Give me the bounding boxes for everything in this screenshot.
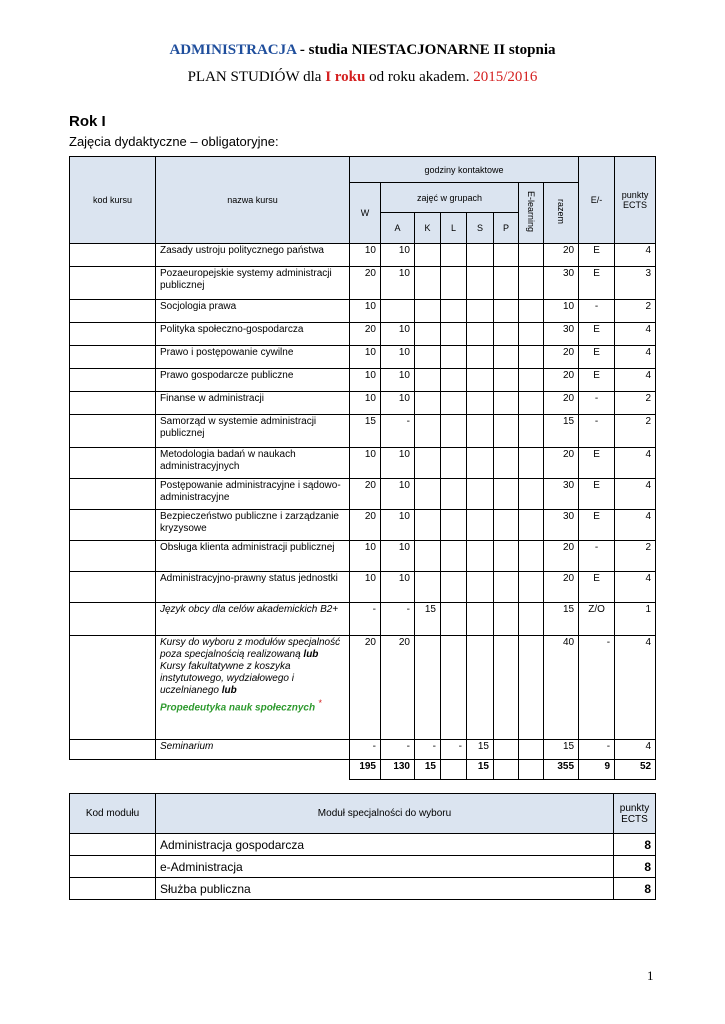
cell-k [415, 448, 441, 479]
cell-ects: 2 [615, 541, 656, 572]
table-row [70, 244, 656, 267]
cell-module-ects: 8 [614, 834, 656, 856]
cell-kod-modulu [70, 878, 156, 900]
cell-w: 20 [350, 267, 381, 300]
cell-a: 10 [381, 267, 415, 300]
cell-razem: 20 [544, 541, 579, 572]
cell-e: - [579, 415, 615, 448]
cell-w: 10 [350, 244, 381, 267]
cell-kod [70, 572, 156, 603]
cell-module-name: Służba publiczna [156, 878, 614, 900]
cell-w: 10 [350, 448, 381, 479]
cell-s: 15 [467, 740, 494, 760]
cell-s [467, 603, 494, 636]
cell-module-name: Administracja gospodarcza [156, 834, 614, 856]
cell-w: 10 [350, 369, 381, 392]
cell-ects: 2 [615, 415, 656, 448]
header-a: A [381, 213, 415, 244]
cell-name: Administracyjno-prawny status jednostki [156, 572, 350, 603]
cell-p [494, 369, 519, 392]
cell-l [441, 572, 467, 603]
cell-module-name: e-Administracja [156, 856, 614, 878]
cell-e: Z/O [579, 603, 615, 636]
elective-propedeutyka: Propedeutyka nauk społecznych [160, 702, 316, 714]
total-p [494, 760, 519, 780]
cell-s [467, 300, 494, 323]
section-heading: Rok I [69, 113, 106, 130]
cell-el [519, 392, 544, 415]
header-k: K [415, 213, 441, 244]
cell-e: E [579, 572, 615, 603]
cell-razem: 20 [544, 369, 579, 392]
cell-ects: 4 [615, 448, 656, 479]
cell-w: - [350, 740, 381, 760]
table-row [70, 346, 656, 369]
cell-k [415, 369, 441, 392]
cell-w: 15 [350, 415, 381, 448]
total-l [441, 760, 467, 780]
total-w: 195 [350, 760, 381, 780]
cell-a [381, 300, 415, 323]
cell-k: - [415, 740, 441, 760]
cell-l [441, 636, 467, 740]
cell-name: Metodologia badań w naukach administracyjnych [156, 448, 350, 479]
cell-razem: 30 [544, 323, 579, 346]
cell-el [519, 244, 544, 267]
cell-kod [70, 541, 156, 572]
cell-p [494, 244, 519, 267]
cell-el [519, 369, 544, 392]
table-row [70, 448, 656, 479]
cell-s [467, 479, 494, 510]
cell-k [415, 415, 441, 448]
cell-ects: 4 [615, 323, 656, 346]
cell-name: Pozaeuropejskie systemy administracji publicznej [156, 267, 350, 300]
plan-prefix: PLAN STUDIÓW dla [187, 69, 326, 85]
cell-name: Finanse w administracji [156, 392, 350, 415]
cell-w: 10 [350, 300, 381, 323]
cell-el [519, 267, 544, 300]
cell-k [415, 392, 441, 415]
cell-l [441, 392, 467, 415]
cell-name: Postępowanie administracyjne i sądowo-administracyjne [156, 479, 350, 510]
cell-a: - [381, 603, 415, 636]
cell-kod [70, 603, 156, 636]
cell-ects: 4 [615, 740, 656, 760]
table-row-elective [70, 636, 656, 740]
elective-line2: Kursy fakultatywne z koszyka instytutowego, wydziałowego i uczelnianego [160, 661, 294, 696]
cell-w: 20 [350, 479, 381, 510]
header-wyklad: W [350, 183, 381, 244]
cell-e: - [579, 392, 615, 415]
cell-k [415, 267, 441, 300]
table-row [70, 541, 656, 572]
cell-el [519, 541, 544, 572]
cell-name: Polityka społeczno-gospodarcza [156, 323, 350, 346]
cell-s [467, 346, 494, 369]
cell-k [415, 244, 441, 267]
table-row [70, 392, 656, 415]
cell-a: 10 [381, 323, 415, 346]
cell-l [441, 323, 467, 346]
table-row [70, 510, 656, 541]
total-el [519, 760, 544, 780]
cell-e: - [579, 740, 615, 760]
header-module-ects: punkty ECTS [614, 794, 656, 834]
header-kod-modulu: Kod modułu [70, 794, 156, 834]
cell-s [467, 541, 494, 572]
document-title [0, 42, 725, 59]
cell-w: 20 [350, 510, 381, 541]
cell-name: Bezpieczeństwo publiczne i zarządzanie kryzysowe [156, 510, 350, 541]
cell-razem: 30 [544, 267, 579, 300]
header-kod-kursu: kod kursu [70, 157, 156, 244]
cell-kod [70, 244, 156, 267]
cell-l [441, 244, 467, 267]
cell-razem: 20 [544, 346, 579, 369]
total-a: 130 [381, 760, 415, 780]
cell-p [494, 572, 519, 603]
cell-s [467, 267, 494, 300]
cell-e: E [579, 448, 615, 479]
cell-kod [70, 415, 156, 448]
cell-p [494, 346, 519, 369]
cell-ects: 4 [615, 369, 656, 392]
cell-name: Zasady ustroju politycznego państwa [156, 244, 350, 267]
cell-k: 15 [415, 603, 441, 636]
table-row [70, 369, 656, 392]
cell-l [441, 448, 467, 479]
header-elearning [519, 183, 544, 244]
cell-s [467, 636, 494, 740]
cell-k [415, 636, 441, 740]
cell-name: Prawo i postępowanie cywilne [156, 346, 350, 369]
cell-el [519, 415, 544, 448]
cell-e: - [579, 300, 615, 323]
cell-a: 10 [381, 244, 415, 267]
cell-p [494, 415, 519, 448]
cell-razem: 20 [544, 448, 579, 479]
total-s: 15 [467, 760, 494, 780]
cell-kod [70, 510, 156, 541]
cell-p [494, 603, 519, 636]
cell-kod [70, 740, 156, 760]
section-subheading: Zajęcia dydaktyczne – obligatoryjne: [69, 134, 279, 149]
cell-ects: 2 [615, 392, 656, 415]
cell-s [467, 369, 494, 392]
cell-name: Socjologia prawa [156, 300, 350, 323]
cell-ects: 3 [615, 267, 656, 300]
cell-a: 10 [381, 510, 415, 541]
elective-lub1: lub [303, 649, 319, 660]
cell-s [467, 572, 494, 603]
cell-l [441, 479, 467, 510]
razem-label: razem [556, 199, 567, 225]
module-row [70, 878, 656, 900]
cell-kod-modulu [70, 856, 156, 878]
header-zajec-w-grupach: zajęć w grupach [381, 183, 519, 213]
cell-el [519, 603, 544, 636]
cell-l [441, 346, 467, 369]
course-table [69, 156, 656, 780]
cell-kod [70, 636, 156, 740]
cell-kod [70, 300, 156, 323]
cell-el [519, 300, 544, 323]
cell-e: E [579, 369, 615, 392]
module-row [70, 834, 656, 856]
cell-k [415, 300, 441, 323]
cell-a: 10 [381, 572, 415, 603]
cell-razem: 40 [544, 636, 579, 740]
cell-a: 10 [381, 369, 415, 392]
header-punkty-ects: punkty ECTS [615, 157, 656, 244]
cell-ects: 4 [615, 510, 656, 541]
table-row [70, 572, 656, 603]
total-k: 15 [415, 760, 441, 780]
cell-razem: 15 [544, 603, 579, 636]
cell-k [415, 510, 441, 541]
table-row [70, 267, 656, 300]
cell-a: - [381, 415, 415, 448]
header-nazwa-kursu: nazwa kursu [156, 157, 350, 244]
header-razem [544, 183, 579, 244]
cell-name: Język obcy dla celów akademickich B2+ [156, 603, 350, 636]
elearning-label: E-learning [526, 191, 536, 233]
plan-academic-year: 2015/2016 [473, 69, 538, 85]
cell-e: E [579, 479, 615, 510]
cell-l [441, 267, 467, 300]
cell-p [494, 636, 519, 740]
cell-l [441, 510, 467, 541]
cell-a: 10 [381, 479, 415, 510]
cell-ects: 2 [615, 300, 656, 323]
module-row [70, 856, 656, 878]
table-row-totals [70, 760, 656, 780]
table-row [70, 300, 656, 323]
cell-e: E [579, 323, 615, 346]
cell-s [467, 448, 494, 479]
cell-razem: 20 [544, 392, 579, 415]
total-e: 9 [579, 760, 615, 780]
cell-a: 20 [381, 636, 415, 740]
cell-name: Seminarium [156, 740, 350, 760]
cell-s [467, 244, 494, 267]
cell-ects: 4 [615, 479, 656, 510]
cell-l [441, 369, 467, 392]
title-program: ADMINISTRACJA [169, 42, 297, 58]
plan-middle: od roku akadem. [365, 69, 474, 85]
cell-w: 20 [350, 636, 381, 740]
cell-a: 10 [381, 448, 415, 479]
cell-s [467, 415, 494, 448]
cell-k [415, 541, 441, 572]
cell-k [415, 572, 441, 603]
cell-name: Samorząd w systemie administracji publicznej [156, 415, 350, 448]
cell-kod-modulu [70, 834, 156, 856]
cell-k [415, 479, 441, 510]
cell-a: 10 [381, 346, 415, 369]
cell-kod [70, 369, 156, 392]
cell-el [519, 572, 544, 603]
cell-module-ects: 8 [614, 878, 656, 900]
cell-razem: 15 [544, 415, 579, 448]
cell-el [519, 740, 544, 760]
cell-e: E [579, 267, 615, 300]
cell-e: - [579, 541, 615, 572]
cell-w: 10 [350, 572, 381, 603]
cell-a: - [381, 740, 415, 760]
cell-kod [70, 267, 156, 300]
cell-razem: 10 [544, 300, 579, 323]
cell-l [441, 415, 467, 448]
cell-w: - [350, 603, 381, 636]
cell-el [519, 323, 544, 346]
cell-k [415, 323, 441, 346]
cell-ects: 4 [615, 244, 656, 267]
table-row-seminar [70, 740, 656, 760]
cell-w: 10 [350, 541, 381, 572]
cell-l: - [441, 740, 467, 760]
cell-kod [70, 448, 156, 479]
cell-e: E [579, 510, 615, 541]
cell-e: E [579, 244, 615, 267]
cell-p [494, 479, 519, 510]
cell-razem: 30 [544, 479, 579, 510]
elective-lub2: lub [221, 685, 237, 696]
cell-razem: 30 [544, 510, 579, 541]
cell-name: Prawo gospodarcze publiczne [156, 369, 350, 392]
page-number: 1 [647, 968, 654, 983]
header-s: S [467, 213, 494, 244]
cell-p [494, 740, 519, 760]
cell-name: Obsługa klienta administracji publicznej [156, 541, 350, 572]
header-modul-specjalnosci: Moduł specjalności do wyboru [156, 794, 614, 834]
cell-w: 10 [350, 346, 381, 369]
cell-s [467, 323, 494, 346]
footnote-star: * [318, 698, 322, 708]
total-ects: 52 [615, 760, 656, 780]
cell-a: 10 [381, 541, 415, 572]
plan-subtitle [0, 69, 725, 86]
cell-s [467, 392, 494, 415]
cell-el [519, 479, 544, 510]
cell-p [494, 267, 519, 300]
cell-p [494, 510, 519, 541]
cell-l [441, 300, 467, 323]
table-row [70, 323, 656, 346]
header-egzamin: E/- [579, 157, 615, 244]
cell-razem: 20 [544, 244, 579, 267]
cell-el [519, 636, 544, 740]
cell-ects: 4 [615, 346, 656, 369]
module-table [69, 793, 656, 900]
cell-ects: 1 [615, 603, 656, 636]
cell-l [441, 603, 467, 636]
cell-ects: 4 [615, 636, 656, 740]
cell-kod [70, 479, 156, 510]
cell-l [441, 541, 467, 572]
cell-razem: 15 [544, 740, 579, 760]
cell-kod [70, 346, 156, 369]
cell-el [519, 346, 544, 369]
plan-year-label: I roku [325, 69, 366, 85]
header-l: L [441, 213, 467, 244]
total-razem: 355 [544, 760, 579, 780]
cell-module-ects: 8 [614, 856, 656, 878]
cell-e: - [579, 636, 615, 740]
cell-e: E [579, 346, 615, 369]
cell-p [494, 392, 519, 415]
cell-razem: 20 [544, 572, 579, 603]
header-godziny-kontaktowe: godziny kontaktowe [350, 157, 579, 183]
elective-description [156, 636, 350, 740]
cell-p [494, 300, 519, 323]
cell-kod [70, 323, 156, 346]
title-mode: - studia NIESTACJONARNE II stopnia [296, 42, 556, 58]
cell-p [494, 541, 519, 572]
cell-a: 10 [381, 392, 415, 415]
cell-s [467, 510, 494, 541]
cell-w: 20 [350, 323, 381, 346]
cell-el [519, 448, 544, 479]
cell-ects: 4 [615, 572, 656, 603]
elective-line1: Kursy do wyboru z modułów specjalność poza specjalnością realizowaną [160, 637, 341, 660]
cell-p [494, 323, 519, 346]
cell-k [415, 346, 441, 369]
table-row [70, 603, 656, 636]
cell-w: 10 [350, 392, 381, 415]
cell-kod [70, 392, 156, 415]
cell-p [494, 448, 519, 479]
totals-spacer [70, 760, 350, 780]
header-p: P [494, 213, 519, 244]
table-row [70, 415, 656, 448]
table-row [70, 479, 656, 510]
cell-el [519, 510, 544, 541]
